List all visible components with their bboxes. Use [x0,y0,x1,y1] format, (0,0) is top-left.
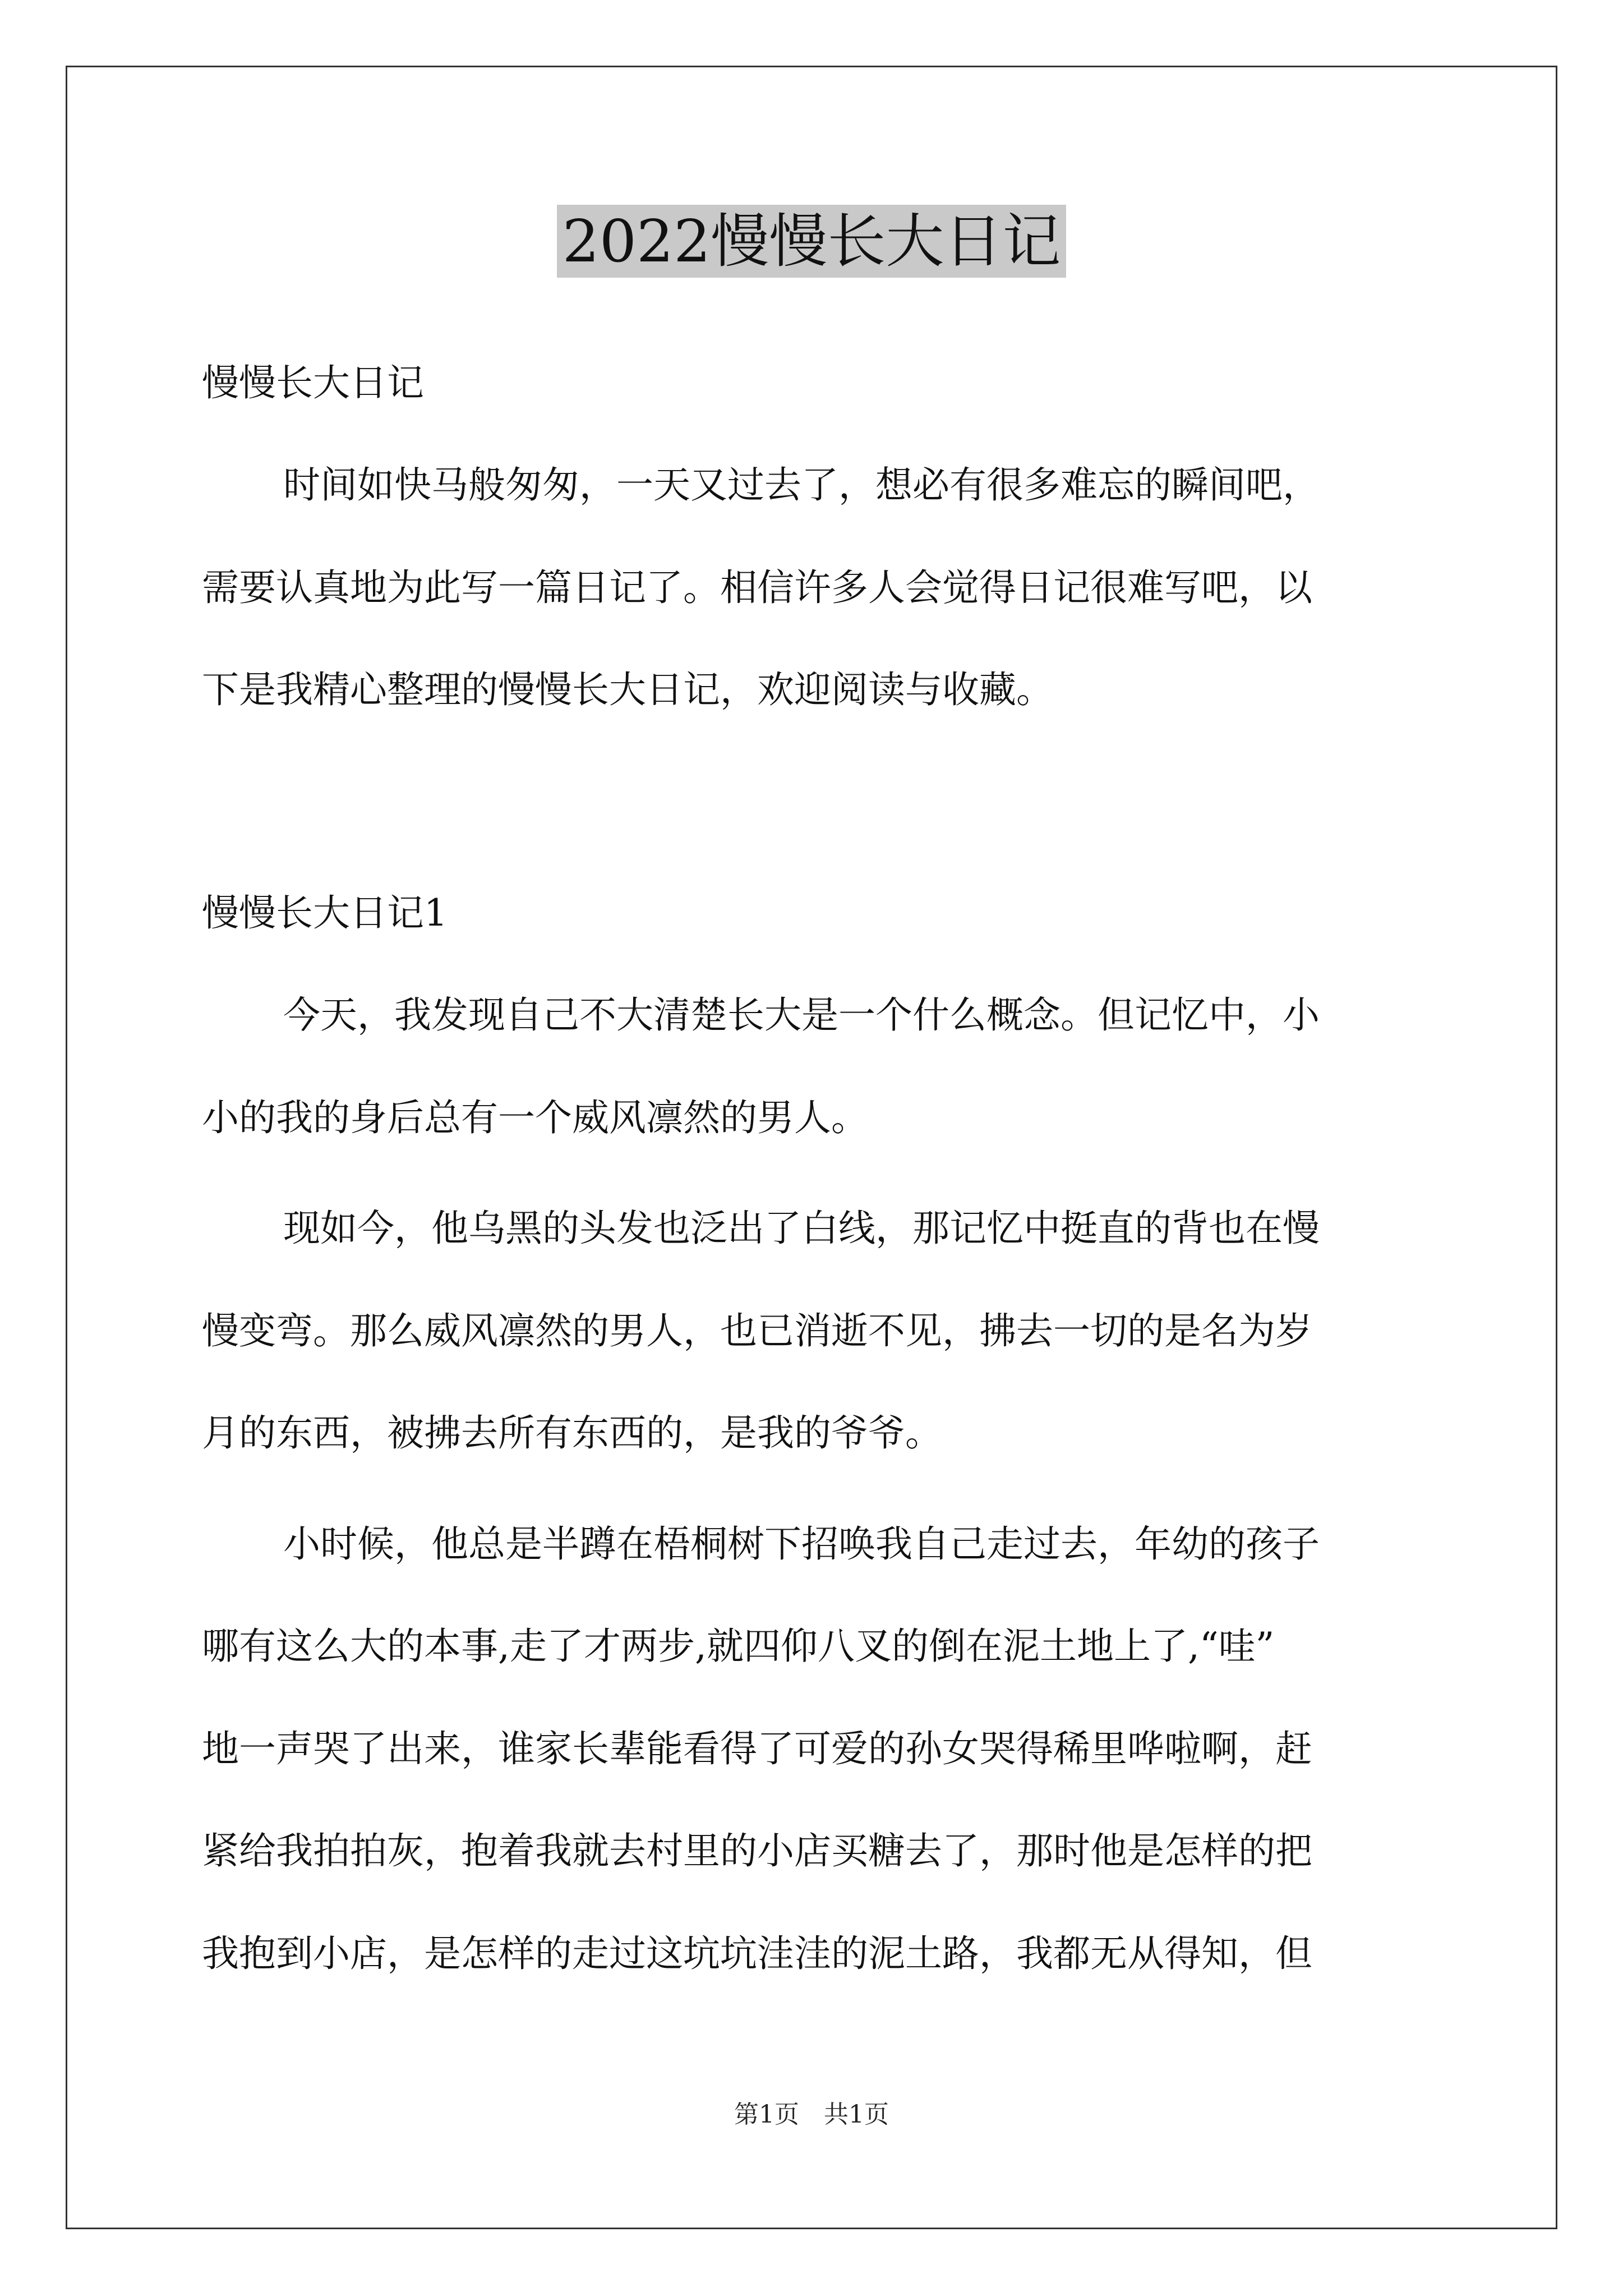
paragraph3-line: 我抱到小店，是怎样的走过这坑坑洼洼的泥土路，我都无从得知，但 [202,1932,1312,1975]
paragraph2-line: 慢变弯。那么威风凛然的男人，也已消逝不见，拂去一切的是名为岁 [202,1309,1312,1352]
intro-line: 下是我精心整理的慢慢长大日记，欢迎阅读与收藏。 [202,668,1053,711]
page-footer: 第1页 共1页 [734,2100,889,2129]
intro-line: 需要认真地为此写一篇日记了。相信许多人会觉得日记很难写吧，以 [202,566,1312,609]
paragraph3-line: 紧给我拍拍灰，抱着我就去村里的小店买糖去了，那时他是怎样的把 [202,1829,1312,1872]
paragraph2-line: 现如今，他乌黑的头发也泛出了白线，那记忆中挺直的背也在慢 [283,1207,1320,1250]
paragraph1-line: 今天，我发现自己不大清楚长大是一个什么概念。但记忆中，小 [283,993,1320,1037]
subtitle: 慢慢长大日记 [202,361,424,404]
section-heading: 慢慢长大日记1 [202,891,448,935]
document-title [0,202,1623,280]
paragraph2-line: 月的东西，被拂去所有东西的，是我的爷爷。 [202,1411,942,1455]
document-title-text: 2022慢慢长大日记 [557,205,1067,278]
paragraph1-line: 小的我的身后总有一个威风凛然的男人。 [202,1096,868,1139]
intro-line: 时间如快马般匆匆，一天又过去了，想必有很多难忘的瞬间吧， [283,463,1320,507]
paragraph3-line: 小时候，他总是半蹲在梧桐树下招唤我自己走过去，年幼的孩子 [283,1522,1320,1566]
paragraph3-line: 地一声哭了出来，谁家长辈能看得了可爱的孙女哭得稀里哗啦啊，赶 [202,1727,1312,1770]
paragraph3-line: 哪有这么大的本事,走了才两步,就四仰八叉的倒在泥土地上了,“哇” [202,1625,1275,1668]
